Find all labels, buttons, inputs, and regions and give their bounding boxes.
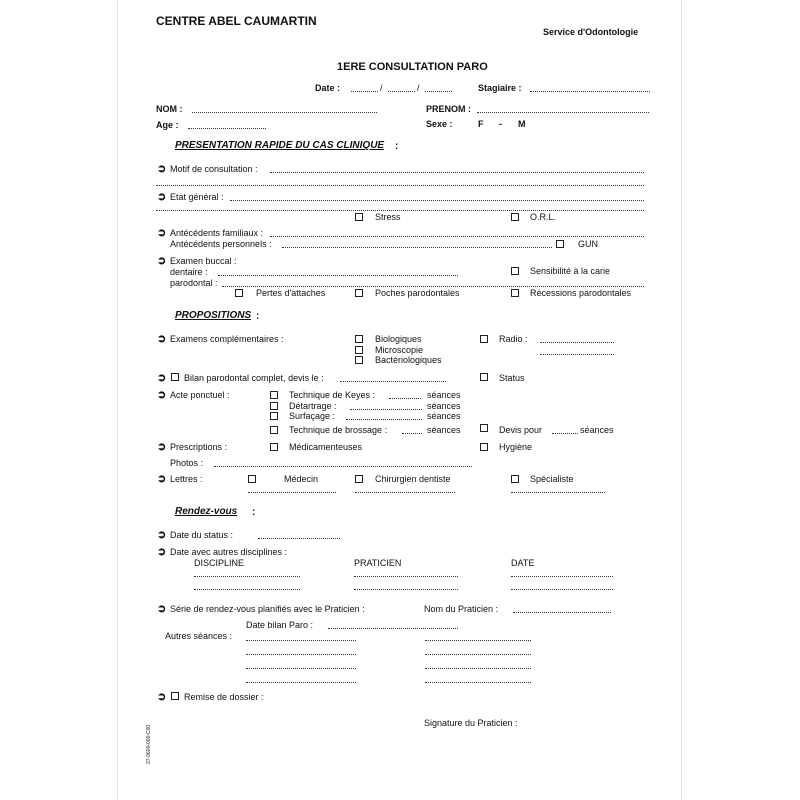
- specialiste-checkbox[interactable]: [511, 475, 519, 483]
- surfacage-checkbox[interactable]: [270, 412, 278, 420]
- devis-checkbox[interactable]: [480, 424, 488, 432]
- seance-field-3[interactable]: [246, 654, 356, 655]
- brossage-seances-field[interactable]: [402, 433, 422, 434]
- discipline-field-2[interactable]: [194, 589, 300, 590]
- prescriptions-label: Prescriptions :: [170, 442, 228, 452]
- date-status-label: Date du status :: [170, 530, 234, 540]
- detartrage-seances-field[interactable]: [350, 409, 422, 410]
- arrow-icon: ➲: [157, 372, 167, 384]
- arrow-icon: ➲: [157, 333, 167, 345]
- gun-checkbox[interactable]: [556, 240, 564, 248]
- arrow-icon: ➲: [157, 389, 167, 401]
- nom-field[interactable]: [192, 112, 377, 113]
- parodontal-label: parodontal :: [170, 278, 218, 288]
- ant-pers-label: Antécédents personnels :: [170, 239, 272, 249]
- autres-seances-label: Autres séances :: [165, 631, 233, 641]
- motif-field[interactable]: [270, 172, 644, 173]
- surfacage-label: Surfaçage :: [289, 411, 336, 421]
- stress-checkbox[interactable]: [355, 213, 363, 221]
- sensibilite-checkbox[interactable]: [511, 267, 519, 275]
- date-label: Date :: [315, 83, 341, 93]
- arrow-icon: ➲: [157, 441, 167, 453]
- arrow-icon: ➲: [157, 473, 167, 485]
- date-month-field[interactable]: [388, 91, 415, 92]
- date-sep-2: /: [417, 83, 420, 93]
- radio-label: Radio :: [499, 334, 528, 344]
- detartrage-label: Détartrage :: [289, 401, 337, 411]
- sexe-label: Sexe :: [426, 119, 453, 129]
- recessions-label: Récessions parodontales: [530, 288, 632, 298]
- seance-field-6[interactable]: [425, 668, 531, 669]
- date-day-field[interactable]: [351, 91, 378, 92]
- col-date-header: DATE: [511, 558, 535, 568]
- nom-praticien-label: Nom du Praticien :: [424, 604, 499, 614]
- section-rdv-colon: :: [252, 507, 256, 518]
- seance-field-7[interactable]: [246, 682, 356, 683]
- etat-field[interactable]: [230, 200, 644, 201]
- parodontal-field[interactable]: [222, 286, 644, 287]
- bilan-date-field[interactable]: [340, 381, 446, 382]
- hygiene-label: Hygiène: [499, 442, 533, 452]
- prenom-field[interactable]: [477, 112, 649, 113]
- dentaire-label: dentaire :: [170, 267, 208, 277]
- microscopie-checkbox[interactable]: [355, 346, 363, 354]
- devis-label: Devis pour: [499, 425, 543, 435]
- orl-label: O.R.L.: [530, 212, 557, 222]
- poches-label: Poches parodontales: [375, 288, 460, 298]
- keyes-checkbox[interactable]: [270, 391, 278, 399]
- arrow-icon: ➲: [157, 529, 167, 541]
- motif-label: Motif de consultation :: [170, 164, 258, 174]
- lettres-label: Lettres :: [170, 474, 203, 484]
- date-bilan-field[interactable]: [328, 628, 458, 629]
- radio-checkbox[interactable]: [480, 335, 488, 343]
- keyes-seances-field[interactable]: [389, 398, 421, 399]
- arrow-icon: ➲: [157, 163, 167, 175]
- keyes-seances-label: séances: [427, 390, 461, 400]
- examen-label: Examen buccal :: [170, 256, 237, 266]
- status-checkbox[interactable]: [480, 373, 488, 381]
- date-status-field[interactable]: [258, 538, 340, 539]
- nom-label: NOM :: [156, 104, 183, 114]
- biologiques-checkbox[interactable]: [355, 335, 363, 343]
- age-label: Age :: [156, 120, 179, 130]
- bilan-label: Bilan parodontal complet, devis le :: [184, 373, 324, 383]
- date-year-field[interactable]: [425, 91, 452, 92]
- photos-field[interactable]: [214, 466, 472, 467]
- seance-field-5[interactable]: [246, 668, 356, 669]
- radio-field-line2[interactable]: [540, 354, 614, 355]
- remise-label: Remise de dossier :: [184, 692, 264, 702]
- radio-field[interactable]: [540, 342, 614, 343]
- seance-field-4[interactable]: [425, 654, 531, 655]
- arrow-icon: ➲: [157, 191, 167, 203]
- col-discipline-header: DISCIPLINE: [194, 558, 245, 568]
- medecin-label: Médecin: [284, 474, 319, 484]
- date-autres-label: Date avec autres disciplines :: [170, 547, 288, 557]
- medicamenteuses-label: Médicamenteuses: [289, 442, 363, 452]
- arrow-icon: ➲: [157, 691, 167, 703]
- bilan-checkbox[interactable]: [171, 373, 179, 381]
- praticien-field-2[interactable]: [354, 589, 458, 590]
- seance-field-2[interactable]: [425, 640, 531, 641]
- chirurgien-label: Chirurgien dentiste: [375, 474, 451, 484]
- arrow-icon: ➲: [157, 546, 167, 558]
- form-reference: 27-0600-000-C00: [146, 724, 152, 764]
- bacterio-label: Bactériologiques: [375, 355, 442, 365]
- brossage-seances-label: séances: [427, 425, 461, 435]
- pertes-checkbox[interactable]: [235, 289, 243, 297]
- detartrage-seances-label: séances: [427, 401, 461, 411]
- service-name: Service d'Odontologie: [543, 27, 639, 37]
- prenom-label: PRENOM :: [426, 104, 471, 114]
- specialiste-field[interactable]: [511, 492, 605, 493]
- etat-label: Etat général :: [170, 192, 224, 202]
- photos-label: Photos :: [170, 458, 204, 468]
- orl-checkbox[interactable]: [511, 213, 519, 221]
- ant-fam-field[interactable]: [270, 236, 644, 237]
- stagiaire-label: Stagiaire :: [478, 83, 522, 93]
- center-name: CENTRE ABEL CAUMARTIN: [156, 14, 317, 28]
- signature-label: Signature du Praticien :: [424, 718, 518, 728]
- brossage-checkbox[interactable]: [270, 426, 278, 434]
- devis-seances-field[interactable]: [552, 433, 578, 434]
- discipline-field-1[interactable]: [194, 576, 300, 577]
- detartrage-checkbox[interactable]: [270, 402, 278, 410]
- section-propositions-colon: :: [256, 311, 260, 322]
- microscopie-label: Microscopie: [375, 345, 424, 355]
- form-title: 1ERE CONSULTATION PARO: [337, 61, 488, 73]
- dentaire-field[interactable]: [218, 275, 458, 276]
- ant-pers-field[interactable]: [282, 247, 552, 248]
- col-praticien-header: PRATICIEN: [354, 558, 402, 568]
- hygiene-checkbox[interactable]: [480, 443, 488, 451]
- age-field[interactable]: [188, 128, 266, 129]
- arrow-icon: ➲: [157, 227, 167, 239]
- section-presentation-colon: :: [395, 141, 399, 152]
- ant-fam-label: Antécédents familiaux :: [170, 228, 264, 238]
- nom-praticien-field[interactable]: [513, 612, 611, 613]
- date-sep-1: /: [380, 83, 383, 93]
- stress-label: Stress: [375, 212, 401, 222]
- surfacage-seances-field[interactable]: [346, 419, 422, 420]
- devis-seances-label: séances: [580, 425, 614, 435]
- medecin-field[interactable]: [248, 492, 336, 493]
- bacterio-checkbox[interactable]: [355, 356, 363, 364]
- medicamenteuses-checkbox[interactable]: [270, 443, 278, 451]
- date-bilan-label: Date bilan Paro :: [246, 620, 314, 630]
- chirurgien-field[interactable]: [355, 492, 455, 493]
- gun-label: GUN: [578, 239, 598, 249]
- status-label: Status: [499, 373, 525, 383]
- arrow-icon: ➲: [157, 603, 167, 615]
- medecin-checkbox[interactable]: [248, 475, 256, 483]
- poches-checkbox[interactable]: [355, 289, 363, 297]
- pertes-label: Pertes d'attaches: [256, 288, 326, 298]
- surfacage-seances-label: séances: [427, 411, 461, 421]
- section-presentation-title: PRESENTATION RAPIDE DU CAS CLINIQUE: [175, 140, 385, 151]
- sexe-m-option[interactable]: M: [518, 119, 526, 129]
- seance-field-8[interactable]: [425, 682, 531, 683]
- recessions-checkbox[interactable]: [511, 289, 519, 297]
- keyes-label: Technique de Keyes :: [289, 390, 376, 400]
- biologiques-label: Biologiques: [375, 334, 422, 344]
- arrow-icon: ➲: [157, 255, 167, 267]
- praticien-field-1[interactable]: [354, 576, 458, 577]
- section-rdv-title: Rendez-vous: [175, 506, 238, 517]
- date-field-1[interactable]: [511, 576, 613, 577]
- motif-field-line2[interactable]: [156, 185, 644, 186]
- sexe-dash: -: [499, 119, 502, 129]
- acte-label: Acte ponctuel :: [170, 390, 230, 400]
- specialiste-label: Spécialiste: [530, 474, 574, 484]
- etat-field-line2[interactable]: [156, 210, 644, 211]
- examens-label: Examens complémentaires :: [170, 334, 284, 344]
- chirurgien-checkbox[interactable]: [355, 475, 363, 483]
- consultation-form-page: [117, 0, 682, 800]
- seance-field-1[interactable]: [246, 640, 356, 641]
- serie-label: Série de rendez-vous planifiés avec le Praticien :: [170, 604, 365, 614]
- sensibilite-label: Sensibilité à la carie: [530, 266, 611, 276]
- date-field-2[interactable]: [511, 589, 613, 590]
- brossage-label: Technique de brossage :: [289, 425, 388, 435]
- sexe-f-option[interactable]: F: [478, 119, 484, 129]
- stagiaire-field[interactable]: [530, 91, 650, 92]
- remise-checkbox[interactable]: [171, 692, 179, 700]
- section-propositions-title: PROPOSITIONS: [175, 310, 252, 321]
